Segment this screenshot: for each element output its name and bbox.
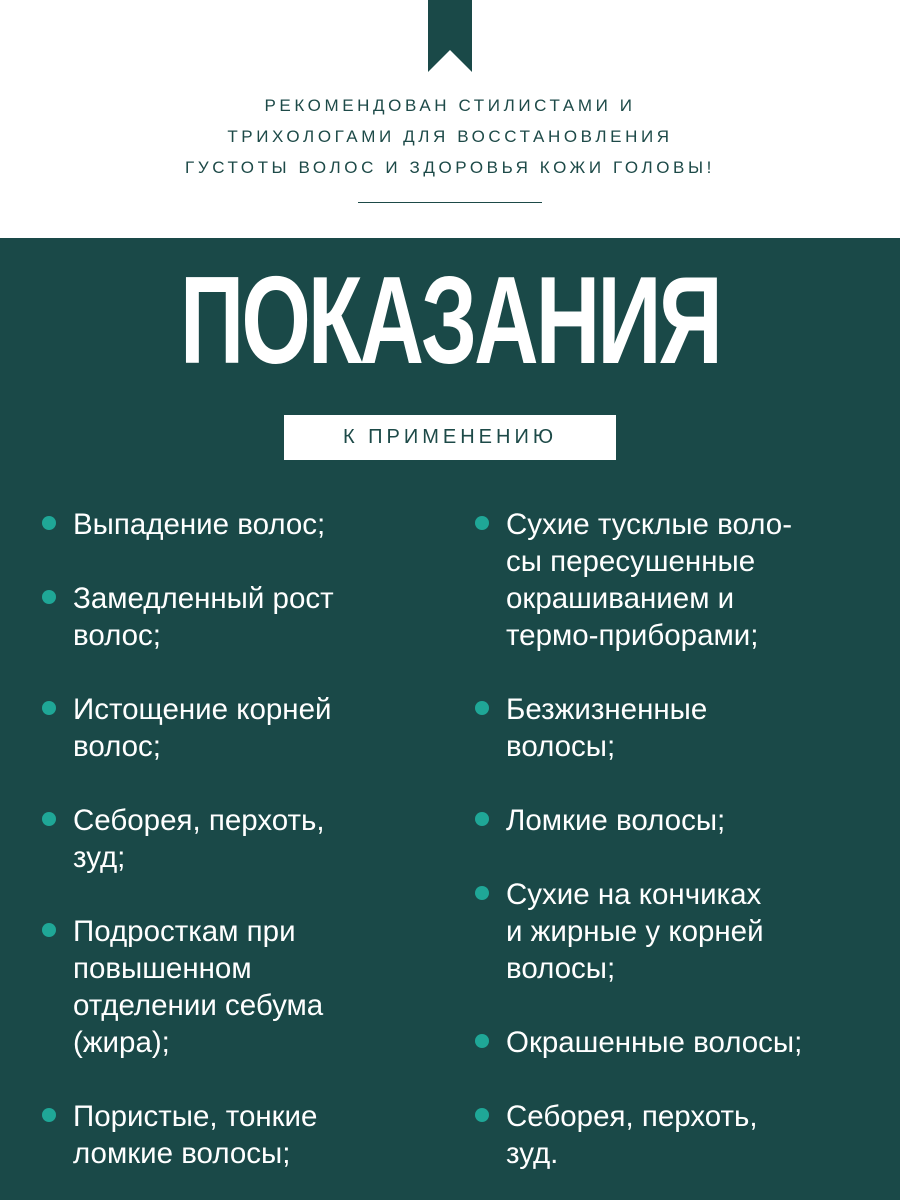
tagline-line-2: ТРИХОЛОГАМИ ДЛЯ ВОССТАНОВЛЕНИЯ [227,127,673,146]
list-item [42,913,412,1098]
bullet-dot-icon [42,590,56,604]
bullet-dot-icon [475,1108,489,1122]
indications-list-left [42,506,412,1172]
list-item [475,691,885,802]
list-item [42,506,412,580]
list-item-text: Замедленный рост волос; [73,582,334,652]
list-item [475,1098,885,1172]
divider-line [358,202,542,203]
bookmark-icon [428,0,472,72]
list-item-text: Сухие на кончиках и жирные у корней волосы; [506,878,764,985]
indications-section [0,238,900,1200]
list-item-text: Подросткам при повышенном отделении себума (жира); [73,915,324,1059]
header-section [0,0,900,238]
list-item-text: Окрашенные волосы; [506,1026,803,1059]
list-item [42,691,412,802]
list-item [42,1098,412,1172]
list-item [475,1024,885,1098]
bullet-dot-icon [475,516,489,530]
bullet-dot-icon [475,886,489,900]
list-item-text: Безжизненные волосы; [506,693,708,763]
list-item-text: Себорея, перхоть, зуд; [73,804,325,874]
tagline-line-3: ГУСТОТЫ ВОЛОС И ЗДОРОВЬЯ КОЖИ ГОЛОВЫ! [185,158,715,177]
list-item-text: Пористые, тонкие ломкие волосы; [73,1100,318,1170]
list-item [42,580,412,691]
tagline-line-1: РЕКОМЕНДОВАН СТИЛИСТАМИ И [264,96,636,115]
bullet-dot-icon [475,701,489,715]
list-item [475,876,885,1024]
bullet-dot-icon [42,923,56,937]
list-item-text: Истощение корней волос; [73,693,332,763]
indications-list-right [475,506,885,1172]
tagline [0,90,900,183]
bullet-dot-icon [42,812,56,826]
subtitle-badge: К ПРИМЕНЕНИЮ [284,415,616,460]
page-title: ПОКАЗАНИЯ [180,252,720,390]
list-item-text: Выпадение волос; [73,508,326,541]
bullet-dot-icon [42,1108,56,1122]
bullet-dot-icon [42,701,56,715]
list-item [42,802,412,913]
list-item-text: Ломкие волосы; [506,804,726,837]
bullet-dot-icon [475,1034,489,1048]
list-item [475,506,885,691]
list-item [475,802,885,876]
list-item-text: Сухие тусклые воло- сы пересушенные окрашиванием и термо-приборами; [506,508,793,652]
bullet-dot-icon [42,516,56,530]
bullet-dot-icon [475,812,489,826]
list-item-text: Себорея, перхоть, зуд. [506,1100,758,1170]
